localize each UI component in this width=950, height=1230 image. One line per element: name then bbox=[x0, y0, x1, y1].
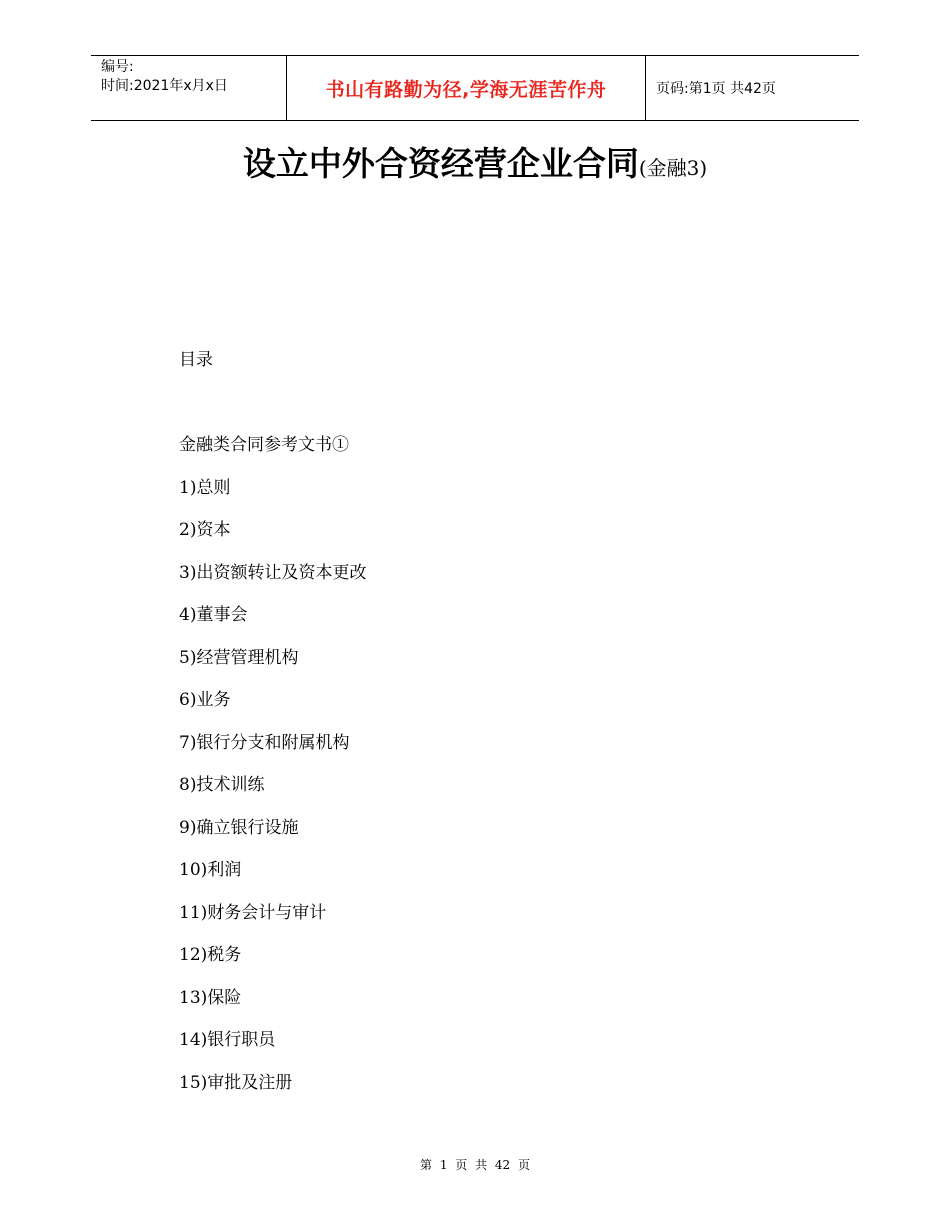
document-title bbox=[0, 138, 950, 194]
toc-item: 13)保险 bbox=[179, 987, 242, 1008]
toc-item: 5)经营管理机构 bbox=[179, 647, 299, 668]
toc-item: 15)审批及注册 bbox=[179, 1072, 293, 1093]
page-header bbox=[91, 55, 859, 121]
header-meta bbox=[91, 56, 286, 120]
toc-item: 11)财务会计与审计 bbox=[179, 902, 327, 923]
toc-item: 6)业务 bbox=[179, 690, 231, 710]
document-number-label: 编号: bbox=[101, 59, 134, 75]
toc-item: 1)总则 bbox=[179, 477, 231, 498]
toc-item: 4)董事会 bbox=[179, 605, 248, 625]
toc-item: 12)税务 bbox=[179, 945, 242, 965]
document-title-sub: (金融3) bbox=[638, 156, 708, 180]
toc-item: 8)技术训练 bbox=[179, 775, 265, 795]
toc-item: 金融类合同参考文书① bbox=[179, 435, 349, 455]
page-footer: 第 1 页 共 42 页 bbox=[420, 1158, 530, 1172]
toc-item: 14)银行职员 bbox=[179, 1030, 276, 1050]
header-motto: 书山有路勤为径,学海无涯苦作舟 bbox=[286, 56, 646, 120]
toc-item: 9)确立银行设施 bbox=[179, 817, 299, 838]
toc-item: 2)资本 bbox=[179, 520, 231, 540]
toc-item: 10)利润 bbox=[179, 860, 242, 880]
header-page-info: 页码:第1页 共42页 bbox=[656, 81, 776, 97]
toc-item: 7)银行分支和附属机构 bbox=[179, 732, 350, 753]
document-title-main: 设立中外合资经营企业合同 bbox=[242, 144, 639, 183]
document-time: 时间:2021年x月x日 bbox=[101, 78, 228, 94]
toc-item: 3)出资额转让及资本更改 bbox=[179, 562, 367, 583]
toc-heading: 目录 bbox=[179, 350, 213, 370]
table-of-contents bbox=[179, 430, 366, 1110]
